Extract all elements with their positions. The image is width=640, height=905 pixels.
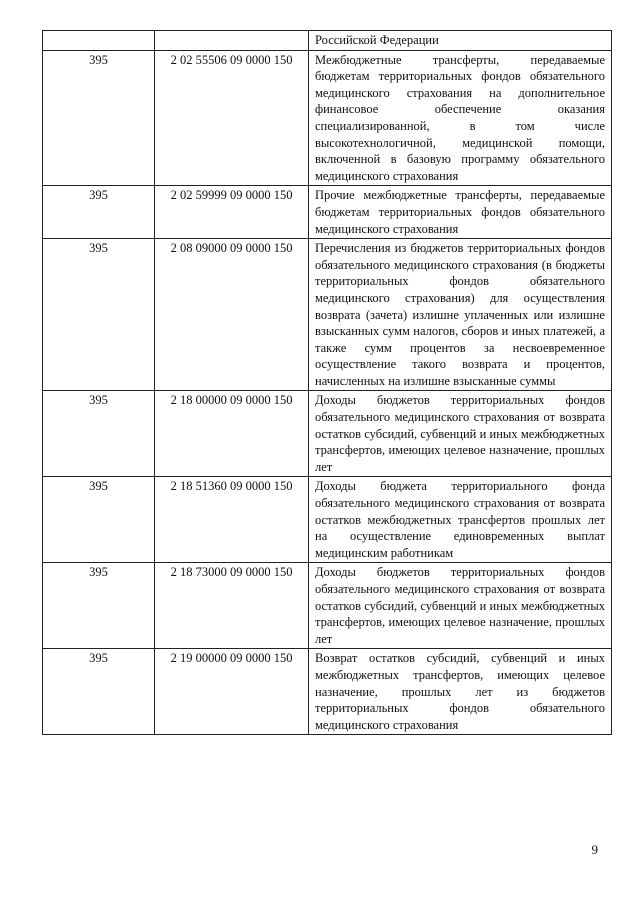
revenue-name-cell: Межбюджетные трансферты, передаваемые бюджетам территориальных фондов обязательного медицинского страхования на дополнительное финансовое обеспечение оказания специализированной, в том числе высокотехнологичной, медицинской помощи, включенной в базовую программу обязательного медицинского страхования — [309, 50, 612, 186]
revenue-name-cell: Доходы бюджетов территориальных фондов обязательного медицинского страхования от возврата остатков субсидий, субвенций и иных межбюджетных трансфертов, имеющих целевое назначение, прошлых лет — [309, 563, 612, 649]
table-row — [43, 391, 612, 477]
revenue-name-cell: Доходы бюджетов территориальных фондов обязательного медицинского страхования от возврата остатков субсидий, субвенций и иных межбюджетных трансфертов, имеющих целевое назначение, прошлых лет — [309, 391, 612, 477]
table-row — [43, 239, 612, 391]
page-number: 9 — [591, 842, 598, 857]
admin-code-cell: 395 — [43, 391, 155, 477]
admin-code-cell: 395 — [43, 186, 155, 239]
admin-code-cell: 395 — [43, 477, 155, 563]
budget-codes-table — [42, 30, 612, 735]
budget-code-cell: 2 02 59999 09 0000 150 — [155, 186, 309, 239]
revenue-name-cell: Прочие межбюджетные трансферты, передаваемые бюджетам территориальных фондов обязательного медицинского страхования — [309, 186, 612, 239]
table-row — [43, 649, 612, 735]
table-row — [43, 563, 612, 649]
admin-code-cell: 395 — [43, 563, 155, 649]
revenue-name-cell: Перечисления из бюджетов территориальных фондов обязательного медицинского страхования (в бюджеты территориальных фондов обязательного медицинского страхования) для осуществления возврата (зачета) излишне уплаченных или излишне взысканных сумм налогов, сборов и иных платежей, а также сумм процентов за несвоевременное осуществление такого возврата и процентов, начисленных на излишне взысканные суммы — [309, 239, 612, 391]
budget-code-cell: 2 18 51360 09 0000 150 — [155, 477, 309, 563]
table-row — [43, 50, 612, 186]
admin-code-cell: 395 — [43, 239, 155, 391]
table-row — [43, 186, 612, 239]
admin-code-cell: 395 — [43, 649, 155, 735]
table-row — [43, 31, 612, 51]
table-row — [43, 477, 612, 563]
budget-code-cell: 2 19 00000 09 0000 150 — [155, 649, 309, 735]
budget-code-cell: 2 02 55506 09 0000 150 — [155, 50, 309, 186]
revenue-name-cell: Российской Федерации — [309, 31, 612, 51]
budget-code-cell: 2 18 00000 09 0000 150 — [155, 391, 309, 477]
budget-code-cell: 2 18 73000 09 0000 150 — [155, 563, 309, 649]
revenue-name-cell: Возврат остатков субсидий, субвенций и иных межбюджетных трансфертов, имеющих целевое назначение, прошлых лет из бюджетов территориальных фондов обязательного медицинского страхования — [309, 649, 612, 735]
admin-code-cell — [43, 31, 155, 51]
budget-code-cell — [155, 31, 309, 51]
admin-code-cell: 395 — [43, 50, 155, 186]
budget-code-cell: 2 08 09000 09 0000 150 — [155, 239, 309, 391]
revenue-name-cell: Доходы бюджета территориального фонда обязательного медицинского страхования от возврата остатков межбюджетных трансфертов прошлых лет на осуществление единовременных выплат медицинским работникам — [309, 477, 612, 563]
